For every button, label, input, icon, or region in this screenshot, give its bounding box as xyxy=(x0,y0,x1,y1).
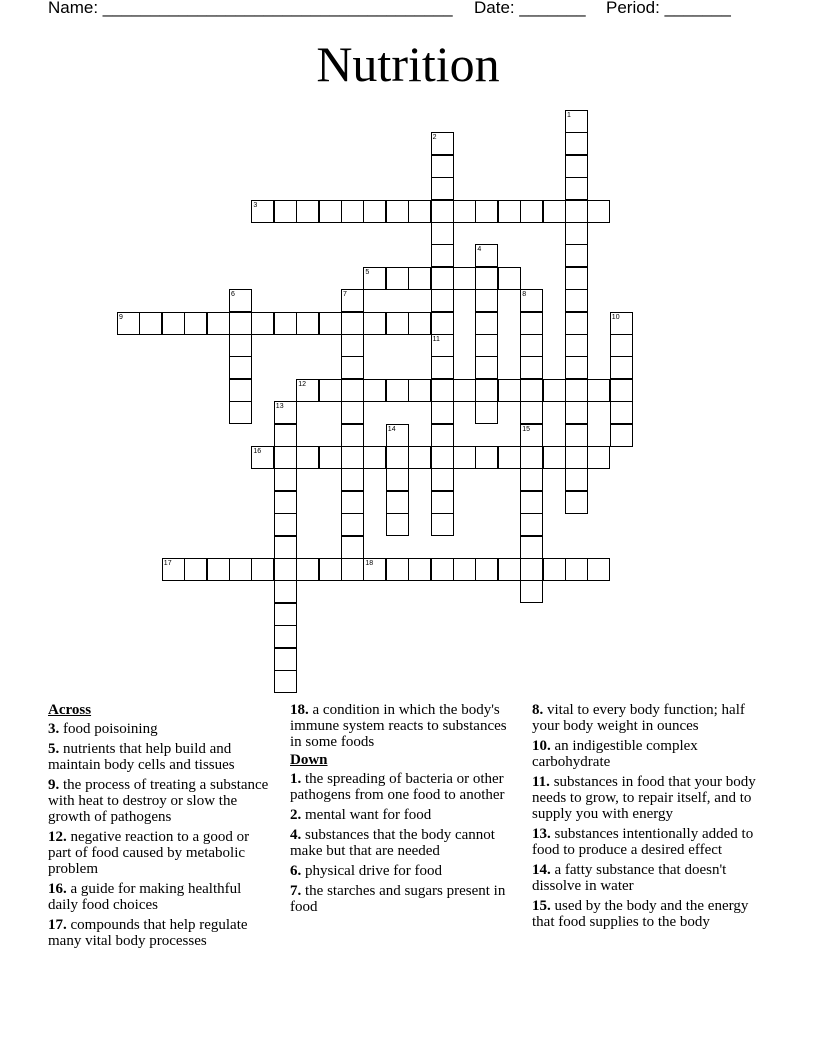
crossword-cell[interactable] xyxy=(274,558,297,581)
crossword-cell[interactable] xyxy=(520,312,543,335)
crossword-cell[interactable] xyxy=(475,334,498,357)
crossword-cell[interactable] xyxy=(341,536,364,559)
crossword-cell[interactable] xyxy=(520,536,543,559)
clue-number-label: 11 xyxy=(432,336,440,343)
clue-column-1 xyxy=(48,702,273,953)
crossword-cell[interactable] xyxy=(431,155,454,178)
crossword-cell[interactable] xyxy=(229,356,252,379)
crossword-cell[interactable] xyxy=(296,200,319,223)
crossword-cell[interactable] xyxy=(431,177,454,200)
crossword-cell[interactable] xyxy=(251,558,274,581)
crossword-cell[interactable] xyxy=(520,401,543,424)
crossword-cell[interactable] xyxy=(274,648,297,671)
crossword-cell[interactable] xyxy=(587,379,610,402)
crossword-cell[interactable] xyxy=(386,468,409,491)
clue-down-14: 14. a fatty substance that doesn't dissolve in water xyxy=(532,862,727,894)
clue-down-4: 4. substances that the body cannot make but that are needed xyxy=(290,827,495,859)
crossword-cell[interactable] xyxy=(431,267,454,290)
crossword-cell[interactable] xyxy=(520,446,543,469)
period-field[interactable]: Period: _______ xyxy=(606,0,731,17)
crossword-cell[interactable] xyxy=(408,446,431,469)
clue-number-label: 13 xyxy=(275,403,284,411)
crossword-cell[interactable] xyxy=(274,580,297,603)
crossword-cell[interactable] xyxy=(520,200,543,223)
crossword-cell[interactable] xyxy=(610,401,633,424)
crossword-cell[interactable] xyxy=(341,312,364,335)
clue-down-7: 7. the starches and sugars present in food xyxy=(290,883,506,915)
crossword-cell[interactable] xyxy=(565,379,588,402)
clue-number-label: 17 xyxy=(163,560,172,567)
crossword-cell[interactable] xyxy=(229,558,252,581)
crossword-cell[interactable] xyxy=(565,267,588,290)
clue-down-11: 11. substances in food that your body needs to grow, to repair itself, and to supply you with energy xyxy=(532,774,756,822)
crossword-cell[interactable] xyxy=(207,558,230,581)
clue-down-8: 8. vital to every body function; half your body weight in ounces xyxy=(532,702,745,734)
crossword-cell[interactable] xyxy=(296,446,319,469)
crossword-cell[interactable] xyxy=(341,558,364,581)
clue-down-15: 15. used by the body and the energy that food supplies to the body xyxy=(532,898,749,930)
crossword-cell[interactable] xyxy=(565,289,588,312)
crossword-cell[interactable] xyxy=(520,558,543,581)
crossword-cell[interactable] xyxy=(610,356,633,379)
crossword-cell[interactable] xyxy=(498,267,521,290)
crossword-cell[interactable] xyxy=(565,244,588,267)
crossword-cell[interactable] xyxy=(565,334,588,357)
crossword-cell[interactable] xyxy=(565,132,588,155)
crossword-cell[interactable] xyxy=(229,379,252,402)
clue-number-label: 9 xyxy=(119,313,123,321)
crossword-cell[interactable] xyxy=(543,446,566,469)
crossword-cell[interactable] xyxy=(453,558,476,581)
crossword-cell[interactable] xyxy=(431,379,454,402)
crossword-cell[interactable] xyxy=(475,379,498,402)
crossword-cell[interactable] xyxy=(319,558,342,581)
clue-number-label: 18 xyxy=(365,560,374,567)
crossword-cell[interactable] xyxy=(386,379,409,402)
clue-across-16: 16. a guide for making healthful daily food choices xyxy=(48,881,242,913)
crossword-cell[interactable] xyxy=(565,222,588,245)
clue-number-label: 15 xyxy=(522,425,530,433)
clue-number-label: 5 xyxy=(365,268,370,276)
crossword-cell[interactable] xyxy=(431,312,454,335)
clue-down-6: 6. physical drive for food xyxy=(290,863,443,879)
crossword-cell[interactable] xyxy=(453,379,476,402)
crossword-cell[interactable] xyxy=(565,401,588,424)
crossword-cell[interactable] xyxy=(341,424,364,447)
crossword-cell[interactable] xyxy=(565,491,588,514)
crossword-cell[interactable] xyxy=(475,401,498,424)
crossword-cell[interactable] xyxy=(386,267,409,290)
clue-down-2: 2. mental want for food xyxy=(290,807,432,823)
crossword-cell[interactable] xyxy=(610,334,633,357)
crossword-cell[interactable] xyxy=(229,401,252,424)
crossword-cell[interactable] xyxy=(431,558,454,581)
clue-down-1: 1. the spreading of bacteria or other pathogens from one food to another xyxy=(290,771,505,803)
crossword-cell[interactable] xyxy=(386,446,409,469)
crossword-cell[interactable] xyxy=(274,446,297,469)
crossword-cell[interactable] xyxy=(229,312,252,335)
crossword-cell[interactable] xyxy=(431,244,454,267)
crossword-cell[interactable] xyxy=(207,312,230,335)
clue-number-label: 1 xyxy=(567,112,571,119)
crossword-cell[interactable] xyxy=(341,200,364,223)
crossword-cell[interactable] xyxy=(543,200,566,223)
crossword-cell[interactable] xyxy=(431,222,454,245)
crossword-cell[interactable] xyxy=(386,513,409,536)
date-field[interactable]: Date: _______ xyxy=(474,0,586,17)
crossword-cell[interactable] xyxy=(475,446,498,469)
crossword-cell[interactable] xyxy=(319,379,342,402)
crossword-cell[interactable] xyxy=(498,558,521,581)
crossword-cell[interactable] xyxy=(274,625,297,648)
crossword-cell[interactable] xyxy=(251,312,274,335)
crossword-cell[interactable] xyxy=(341,468,364,491)
crossword-cell[interactable] xyxy=(274,424,297,447)
crossword-cell[interactable] xyxy=(520,491,543,514)
clue-down-13: 13. substances intentionally added to food to produce a desired effect xyxy=(532,826,754,858)
down-heading: Down xyxy=(290,752,328,768)
clue-down-10: 10. an indigestible complex carbohydrate xyxy=(532,738,698,770)
clue-number-label: 3 xyxy=(253,201,258,209)
crossword-cell[interactable] xyxy=(274,603,297,626)
crossword-cell[interactable] xyxy=(274,670,297,693)
crossword-cell[interactable] xyxy=(408,200,431,223)
crossword-cell[interactable] xyxy=(453,446,476,469)
crossword-cell[interactable] xyxy=(431,468,454,491)
crossword-cell[interactable] xyxy=(520,468,543,491)
clue-number-label: 2 xyxy=(432,134,437,142)
clue-across-9: 9. the process of treating a substance with heat to destroy or slow the growth of pathogens xyxy=(48,777,269,825)
crossword-cell[interactable] xyxy=(565,312,588,335)
crossword-cell[interactable] xyxy=(341,401,364,424)
clue-number-label: 16 xyxy=(253,448,262,455)
crossword-cell[interactable] xyxy=(565,446,588,469)
crossword-cell[interactable] xyxy=(363,312,386,335)
crossword-cell[interactable] xyxy=(431,446,454,469)
crossword-cell[interactable] xyxy=(431,289,454,312)
crossword-cell[interactable] xyxy=(408,267,431,290)
clue-number-label: 12 xyxy=(298,380,306,388)
crossword-cell[interactable] xyxy=(475,200,498,223)
crossword-cell[interactable] xyxy=(319,312,342,335)
crossword-cell[interactable] xyxy=(475,356,498,379)
crossword-cell[interactable] xyxy=(587,558,610,581)
crossword-cell[interactable] xyxy=(341,513,364,536)
crossword-cell[interactable] xyxy=(139,312,162,335)
crossword-cell[interactable] xyxy=(296,312,319,335)
crossword-cell[interactable] xyxy=(565,558,588,581)
clue-column-3 xyxy=(532,702,770,934)
clue-column-2 xyxy=(290,702,515,919)
crossword-cell[interactable] xyxy=(341,446,364,469)
crossword-cell[interactable] xyxy=(475,289,498,312)
crossword-cell[interactable] xyxy=(431,401,454,424)
crossword-cell[interactable] xyxy=(274,513,297,536)
crossword-cell[interactable] xyxy=(475,558,498,581)
crossword-cell[interactable] xyxy=(565,200,588,223)
crossword-cell[interactable] xyxy=(520,379,543,402)
crossword-cell[interactable] xyxy=(565,424,588,447)
crossword-cell[interactable] xyxy=(520,334,543,357)
crossword-cell[interactable] xyxy=(565,356,588,379)
crossword-cell[interactable] xyxy=(431,356,454,379)
across-heading: Across xyxy=(48,702,92,718)
crossword-cell[interactable] xyxy=(363,446,386,469)
crossword-cell[interactable] xyxy=(341,334,364,357)
crossword-cell[interactable] xyxy=(610,424,633,447)
crossword-cell[interactable] xyxy=(363,379,386,402)
clue-number-label: 4 xyxy=(477,246,482,254)
crossword-cell[interactable] xyxy=(386,558,409,581)
crossword-cell[interactable] xyxy=(431,513,454,536)
crossword-cell[interactable] xyxy=(431,200,454,223)
clue-across-17: 17. compounds that help regulate many vital body processes xyxy=(48,917,248,949)
crossword-cell[interactable] xyxy=(184,558,207,581)
crossword-cell[interactable] xyxy=(386,312,409,335)
crossword-cell[interactable] xyxy=(520,513,543,536)
crossword-cell[interactable] xyxy=(498,379,521,402)
crossword-cell[interactable] xyxy=(229,334,252,357)
crossword-cell[interactable] xyxy=(274,536,297,559)
crossword-cell[interactable] xyxy=(363,200,386,223)
clue-number-label: 6 xyxy=(231,291,235,299)
crossword-cell[interactable] xyxy=(408,312,431,335)
crossword-cell[interactable] xyxy=(498,446,521,469)
clue-number-label: 14 xyxy=(387,425,396,433)
crossword-cell[interactable] xyxy=(475,267,498,290)
crossword-cell[interactable] xyxy=(341,356,364,379)
page-title: Nutrition xyxy=(316,36,500,92)
crossword-cell[interactable] xyxy=(341,379,364,402)
crossword-cell[interactable] xyxy=(408,379,431,402)
crossword-cell[interactable] xyxy=(520,356,543,379)
crossword-cell[interactable] xyxy=(453,200,476,223)
crossword-cell[interactable] xyxy=(543,558,566,581)
crossword-cell[interactable] xyxy=(408,558,431,581)
crossword-cell[interactable] xyxy=(319,200,342,223)
crossword-cell[interactable] xyxy=(386,200,409,223)
crossword-cell[interactable] xyxy=(565,177,588,200)
crossword-cell[interactable] xyxy=(274,468,297,491)
crossword-cell[interactable] xyxy=(274,491,297,514)
crossword-cell[interactable] xyxy=(341,491,364,514)
crossword-cell[interactable] xyxy=(453,267,476,290)
crossword-cell[interactable] xyxy=(498,200,521,223)
clue-number-label: 7 xyxy=(343,291,347,299)
crossword-cell[interactable] xyxy=(565,468,588,491)
crossword-cell[interactable] xyxy=(431,424,454,447)
crossword-cell[interactable] xyxy=(587,200,610,223)
clue-across-18: 18. a condition in which the body's immune system reacts to substances in some foods xyxy=(290,702,507,750)
crossword-cell[interactable] xyxy=(162,312,185,335)
clue-number-label: 10 xyxy=(611,313,620,321)
crossword-cell[interactable] xyxy=(184,312,207,335)
crossword-cell[interactable] xyxy=(431,491,454,514)
clue-across-12: 12. negative reaction to a good or part of food caused by metabolic problem xyxy=(48,829,250,877)
crossword-cell[interactable] xyxy=(520,580,543,603)
crossword-cell[interactable] xyxy=(565,155,588,178)
crossword-cell[interactable] xyxy=(386,491,409,514)
clue-across-5: 5. nutrients that help build and maintain body cells and tissues xyxy=(48,741,235,773)
crossword-cell[interactable] xyxy=(475,312,498,335)
crossword-cell[interactable] xyxy=(587,446,610,469)
crossword-cell[interactable] xyxy=(274,200,297,223)
crossword-cell[interactable] xyxy=(319,446,342,469)
clue-across-3: 3. food poisoining xyxy=(48,721,158,737)
crossword-cell[interactable] xyxy=(296,558,319,581)
crossword-cell[interactable] xyxy=(610,379,633,402)
crossword-cell[interactable] xyxy=(274,312,297,335)
clue-number-label: 8 xyxy=(522,291,527,299)
crossword-cell[interactable] xyxy=(543,379,566,402)
name-field[interactable]: Name: _____________________________________ xyxy=(48,0,453,17)
